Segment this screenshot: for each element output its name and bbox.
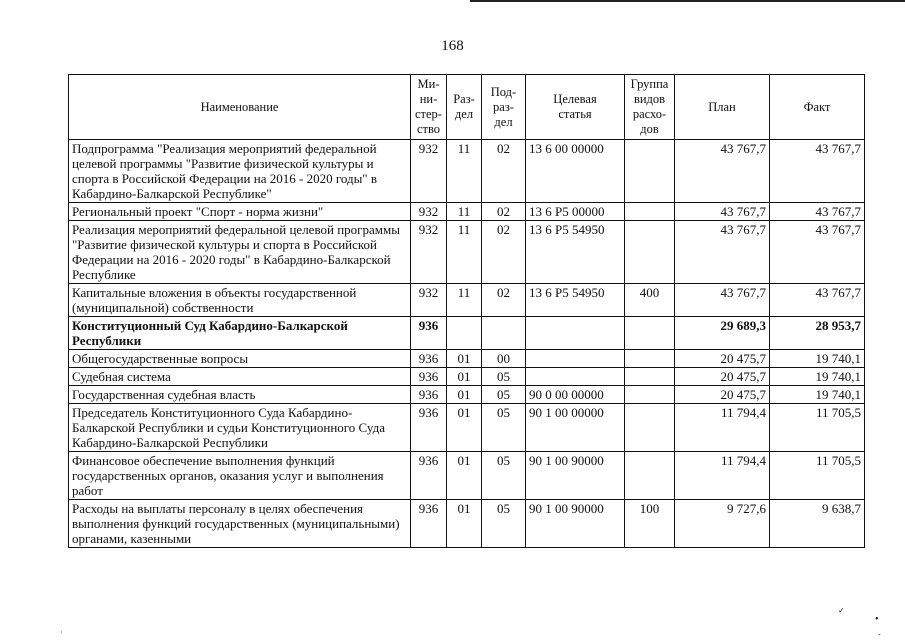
cell-subsection: 05: [482, 368, 526, 386]
cell-name: Региональный проект "Спорт - норма жизни": [69, 203, 411, 221]
cell-section: 11: [447, 221, 482, 284]
table-row: [69, 452, 865, 500]
cell-name: Реализация мероприятий федеральной целевой программы "Развитие физической культуры и спорта в Российской Федерации на 2016 - 2020 годы" в Кабардино-Балкарской Республике: [69, 221, 411, 284]
cell-target: 90 1 00 90000: [526, 452, 625, 500]
cell-fact: 11 705,5: [770, 404, 865, 452]
table-row: [69, 404, 865, 452]
header-name: Наименование: [69, 75, 411, 140]
cell-name: Подпрограмма "Реализация мероприятий федеральной целевой программы "Развитие физической культуры и спорта в Российской Федерации на 2016 - 2020 годы" в Кабардино-Балкарской Республике": [69, 140, 411, 203]
cell-subsection: 05: [482, 404, 526, 452]
cell-plan: 43 767,7: [675, 221, 770, 284]
cell-name: Капитальные вложения в объекты государственной (муниципальной) собственности: [69, 284, 411, 317]
cell-name: Председатель Конституционного Суда Кабардино-Балкарской Республики и судьи Конституционного Суда Кабардино-Балкарской Республики: [69, 404, 411, 452]
cell-target: 90 1 00 90000: [526, 500, 625, 548]
cell-subsection: 02: [482, 203, 526, 221]
header-fact: Факт: [770, 75, 865, 140]
cell-ministry: 936: [411, 386, 447, 404]
cell-ministry: 932: [411, 221, 447, 284]
cell-ministry: 936: [411, 404, 447, 452]
cell-plan: 29 689,3: [675, 317, 770, 350]
cell-plan: 43 767,7: [675, 203, 770, 221]
header-ministry: Ми- ни- стер- ство: [411, 75, 447, 140]
cell-section: 01: [447, 386, 482, 404]
cell-ministry: 932: [411, 140, 447, 203]
cell-group: [625, 221, 675, 284]
cell-fact: 9 638,7: [770, 500, 865, 548]
cell-subsection: 05: [482, 386, 526, 404]
cell-fact: 19 740,1: [770, 386, 865, 404]
cell-section: 11: [447, 203, 482, 221]
cell-target: 13 6 00 00000: [526, 140, 625, 203]
cell-target: [526, 350, 625, 368]
cell-section: 01: [447, 500, 482, 548]
table-row: [69, 140, 865, 203]
table-row: [69, 221, 865, 284]
cell-plan: 11 794,4: [675, 404, 770, 452]
cell-target: 13 6 P5 54950: [526, 284, 625, 317]
cell-name: Государственная судебная власть: [69, 386, 411, 404]
cell-section: 01: [447, 350, 482, 368]
cell-section: 01: [447, 368, 482, 386]
cell-subsection: 02: [482, 221, 526, 284]
cell-target: [526, 368, 625, 386]
cell-section: 01: [447, 452, 482, 500]
cell-target: [526, 317, 625, 350]
cell-group: 100: [625, 500, 675, 548]
header-target: Целевая статья: [526, 75, 625, 140]
table-row: [69, 500, 865, 548]
cell-group: [625, 368, 675, 386]
cell-subsection: 02: [482, 284, 526, 317]
header-subsection: Под- раз- дел: [482, 75, 526, 140]
cell-section: 11: [447, 140, 482, 203]
cell-fact: 19 740,1: [770, 368, 865, 386]
cell-plan: 43 767,7: [675, 140, 770, 203]
cell-target: 90 0 00 00000: [526, 386, 625, 404]
table-row: [69, 284, 865, 317]
table-row: [69, 350, 865, 368]
cell-fact: 19 740,1: [770, 350, 865, 368]
cell-group: [625, 386, 675, 404]
cell-fact: 43 767,7: [770, 284, 865, 317]
cell-ministry: 932: [411, 203, 447, 221]
cell-subsection: 05: [482, 452, 526, 500]
table-header-row: [69, 75, 865, 140]
scan-top-rule: [470, 0, 905, 2]
header-section: Раз- дел: [447, 75, 482, 140]
cell-group: [625, 350, 675, 368]
scan-speck: ·: [60, 628, 63, 637]
cell-section: 01: [447, 404, 482, 452]
scan-speck: ✓: [838, 606, 845, 615]
cell-fact: 11 705,5: [770, 452, 865, 500]
budget-table: [68, 74, 865, 548]
cell-name: Финансовое обеспечение выполнения функций государственных органов, оказания услуг и выполнения работ: [69, 452, 411, 500]
cell-group: [625, 452, 675, 500]
cell-ministry: 932: [411, 284, 447, 317]
scan-speck: -: [878, 630, 881, 639]
cell-section: 11: [447, 284, 482, 317]
table-row: [69, 317, 865, 350]
cell-group: [625, 404, 675, 452]
cell-subsection: 05: [482, 500, 526, 548]
cell-fact: 43 767,7: [770, 221, 865, 284]
cell-section: [447, 317, 482, 350]
cell-group: [625, 203, 675, 221]
cell-plan: 20 475,7: [675, 386, 770, 404]
cell-ministry: 936: [411, 350, 447, 368]
cell-target: 13 6 P5 54950: [526, 221, 625, 284]
cell-fact: 28 953,7: [770, 317, 865, 350]
cell-plan: 20 475,7: [675, 350, 770, 368]
cell-fact: 43 767,7: [770, 203, 865, 221]
cell-subsection: [482, 317, 526, 350]
cell-ministry: 936: [411, 368, 447, 386]
cell-ministry: 936: [411, 317, 447, 350]
cell-subsection: 00: [482, 350, 526, 368]
table-row: [69, 203, 865, 221]
cell-group: [625, 140, 675, 203]
cell-ministry: 936: [411, 452, 447, 500]
cell-target: 90 1 00 00000: [526, 404, 625, 452]
cell-name: Общегосударственные вопросы: [69, 350, 411, 368]
cell-target: 13 6 P5 00000: [526, 203, 625, 221]
cell-plan: 9 727,6: [675, 500, 770, 548]
cell-plan: 43 767,7: [675, 284, 770, 317]
header-group: Группа видов расхо- дов: [625, 75, 675, 140]
cell-name: Судебная система: [69, 368, 411, 386]
cell-plan: 20 475,7: [675, 368, 770, 386]
cell-fact: 43 767,7: [770, 140, 865, 203]
cell-ministry: 936: [411, 500, 447, 548]
page-number: 168: [441, 38, 464, 54]
header-plan: План: [675, 75, 770, 140]
scan-speck: •: [875, 614, 879, 625]
cell-plan: 11 794,4: [675, 452, 770, 500]
cell-name: Расходы на выплаты персоналу в целях обеспечения выполнения функций государственных (муниципальными) органами, казенными: [69, 500, 411, 548]
cell-subsection: 02: [482, 140, 526, 203]
cell-name: Конституционный Суд Кабардино-Балкарской Республики: [69, 317, 411, 350]
table-row: [69, 368, 865, 386]
cell-group: [625, 317, 675, 350]
cell-group: 400: [625, 284, 675, 317]
table-row: [69, 386, 865, 404]
